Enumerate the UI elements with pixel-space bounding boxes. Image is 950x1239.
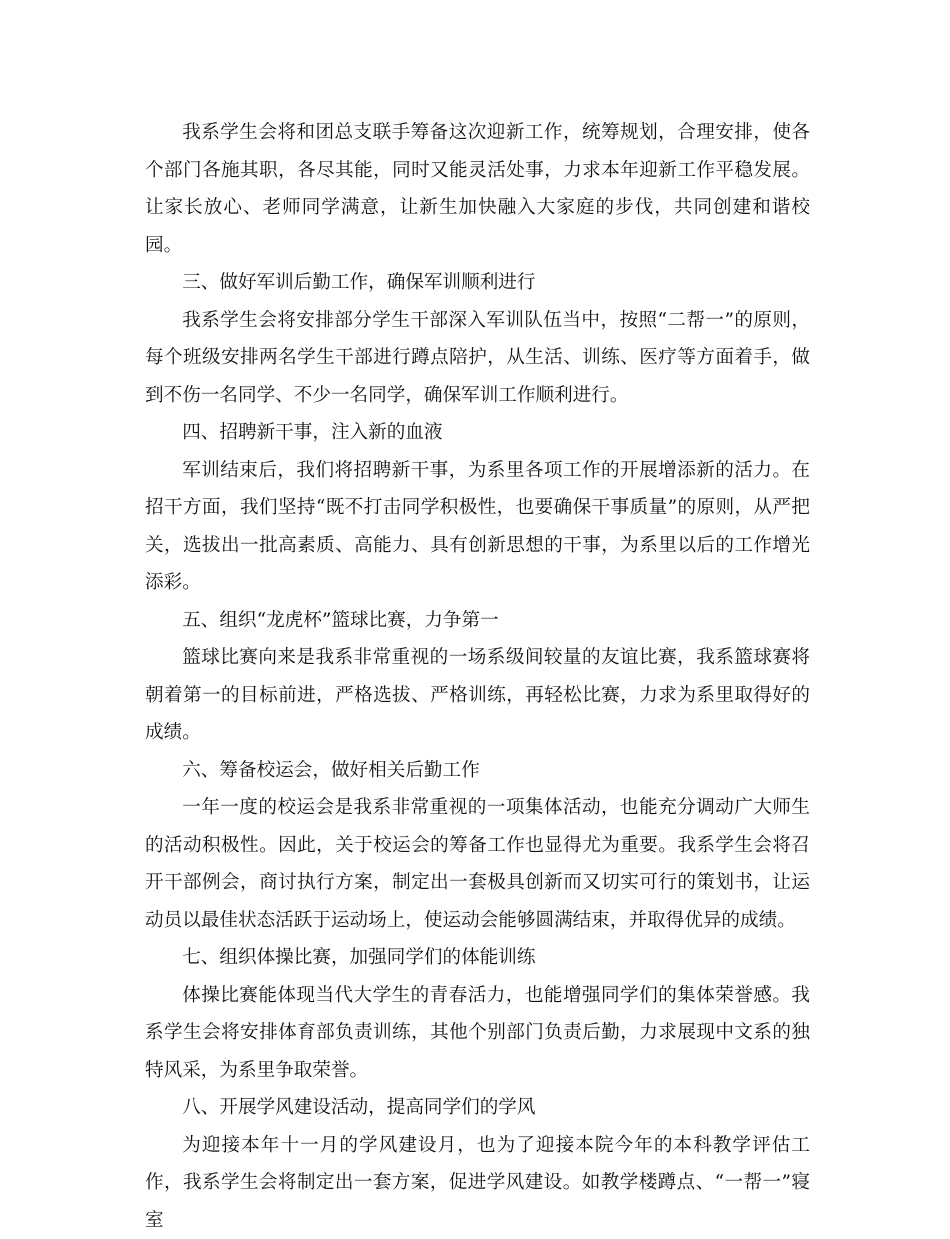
- document-body: [145, 114, 810, 1239]
- heading-gymnastics: 七、组织体操比赛，加强同学们的体能训练: [145, 939, 810, 977]
- heading-study-style: 八、开展学风建设活动，提高同学们的学风: [145, 1089, 810, 1127]
- paragraph-recruit-staff: 军训结束后，我们将招聘新干事，为系里各项工作的开展增添新的活力。在招干方面，我们坚持“既不打击同学积极性，也要确保干事质量”的原则，从严把关，选拔出一批高素质、高能力、具有创新思想的干事，为系里以后的工作增光添彩。: [145, 452, 810, 602]
- heading-sports-meet: 六、筹备校运会，做好相关后勤工作: [145, 752, 810, 790]
- paragraph-military-training: 我系学生会将安排部分学生干部深入军训队伍当中，按照“二帮一”的原则，每个班级安排两名学生干部进行蹲点陪护，从生活、训练、医疗等方面着手，做到不伤一名同学、不少一名同学，确保军训工作顺利进行。: [145, 302, 810, 415]
- paragraph-study-style: 为迎接本年十一月的学风建设月，也为了迎接本院今年的本科教学评估工作，我系学生会将制定出一套方案，促进学风建设。如教学楼蹲点、“一帮一”寝室: [145, 1127, 810, 1239]
- heading-basketball: 五、组织“龙虎杯”篮球比赛，力争第一: [145, 602, 810, 640]
- paragraph-basketball: 篮球比赛向来是我系非常重视的一场系级间较量的友谊比赛，我系篮球赛将朝着第一的目标前进，严格选拔、严格训练，再轻松比赛，力求为系里取得好的成绩。: [145, 639, 810, 752]
- paragraph-gymnastics: 体操比赛能体现当代大学生的青春活力，也能增强同学们的集体荣誉感。我系学生会将安排体育部负责训练，其他个别部门负责后勤，力求展现中文系的独特风采，为系里争取荣誉。: [145, 977, 810, 1090]
- heading-recruit-staff: 四、招聘新干事，注入新的血液: [145, 414, 810, 452]
- paragraph-welcome-plan: 我系学生会将和团总支联手筹备这次迎新工作，统筹规划，合理安排，使各个部门各施其职，各尽其能，同时又能灵活处事，力求本年迎新工作平稳发展。让家长放心、老师同学满意，让新生加快融入大家庭的步伐，共同创建和谐校园。: [145, 114, 810, 264]
- paragraph-sports-meet: 一年一度的校运会是我系非常重视的一项集体活动，也能充分调动广大师生的活动积极性。因此，关于校运会的筹备工作也显得尤为重要。我系学生会将召开干部例会，商讨执行方案，制定出一套极具创新而又切实可行的策划书，让运动员以最佳状态活跃于运动场上，使运动会能够圆满结束，并取得优异的成绩。: [145, 789, 810, 939]
- heading-military-training: 三、做好军训后勤工作，确保军训顺利进行: [145, 264, 810, 302]
